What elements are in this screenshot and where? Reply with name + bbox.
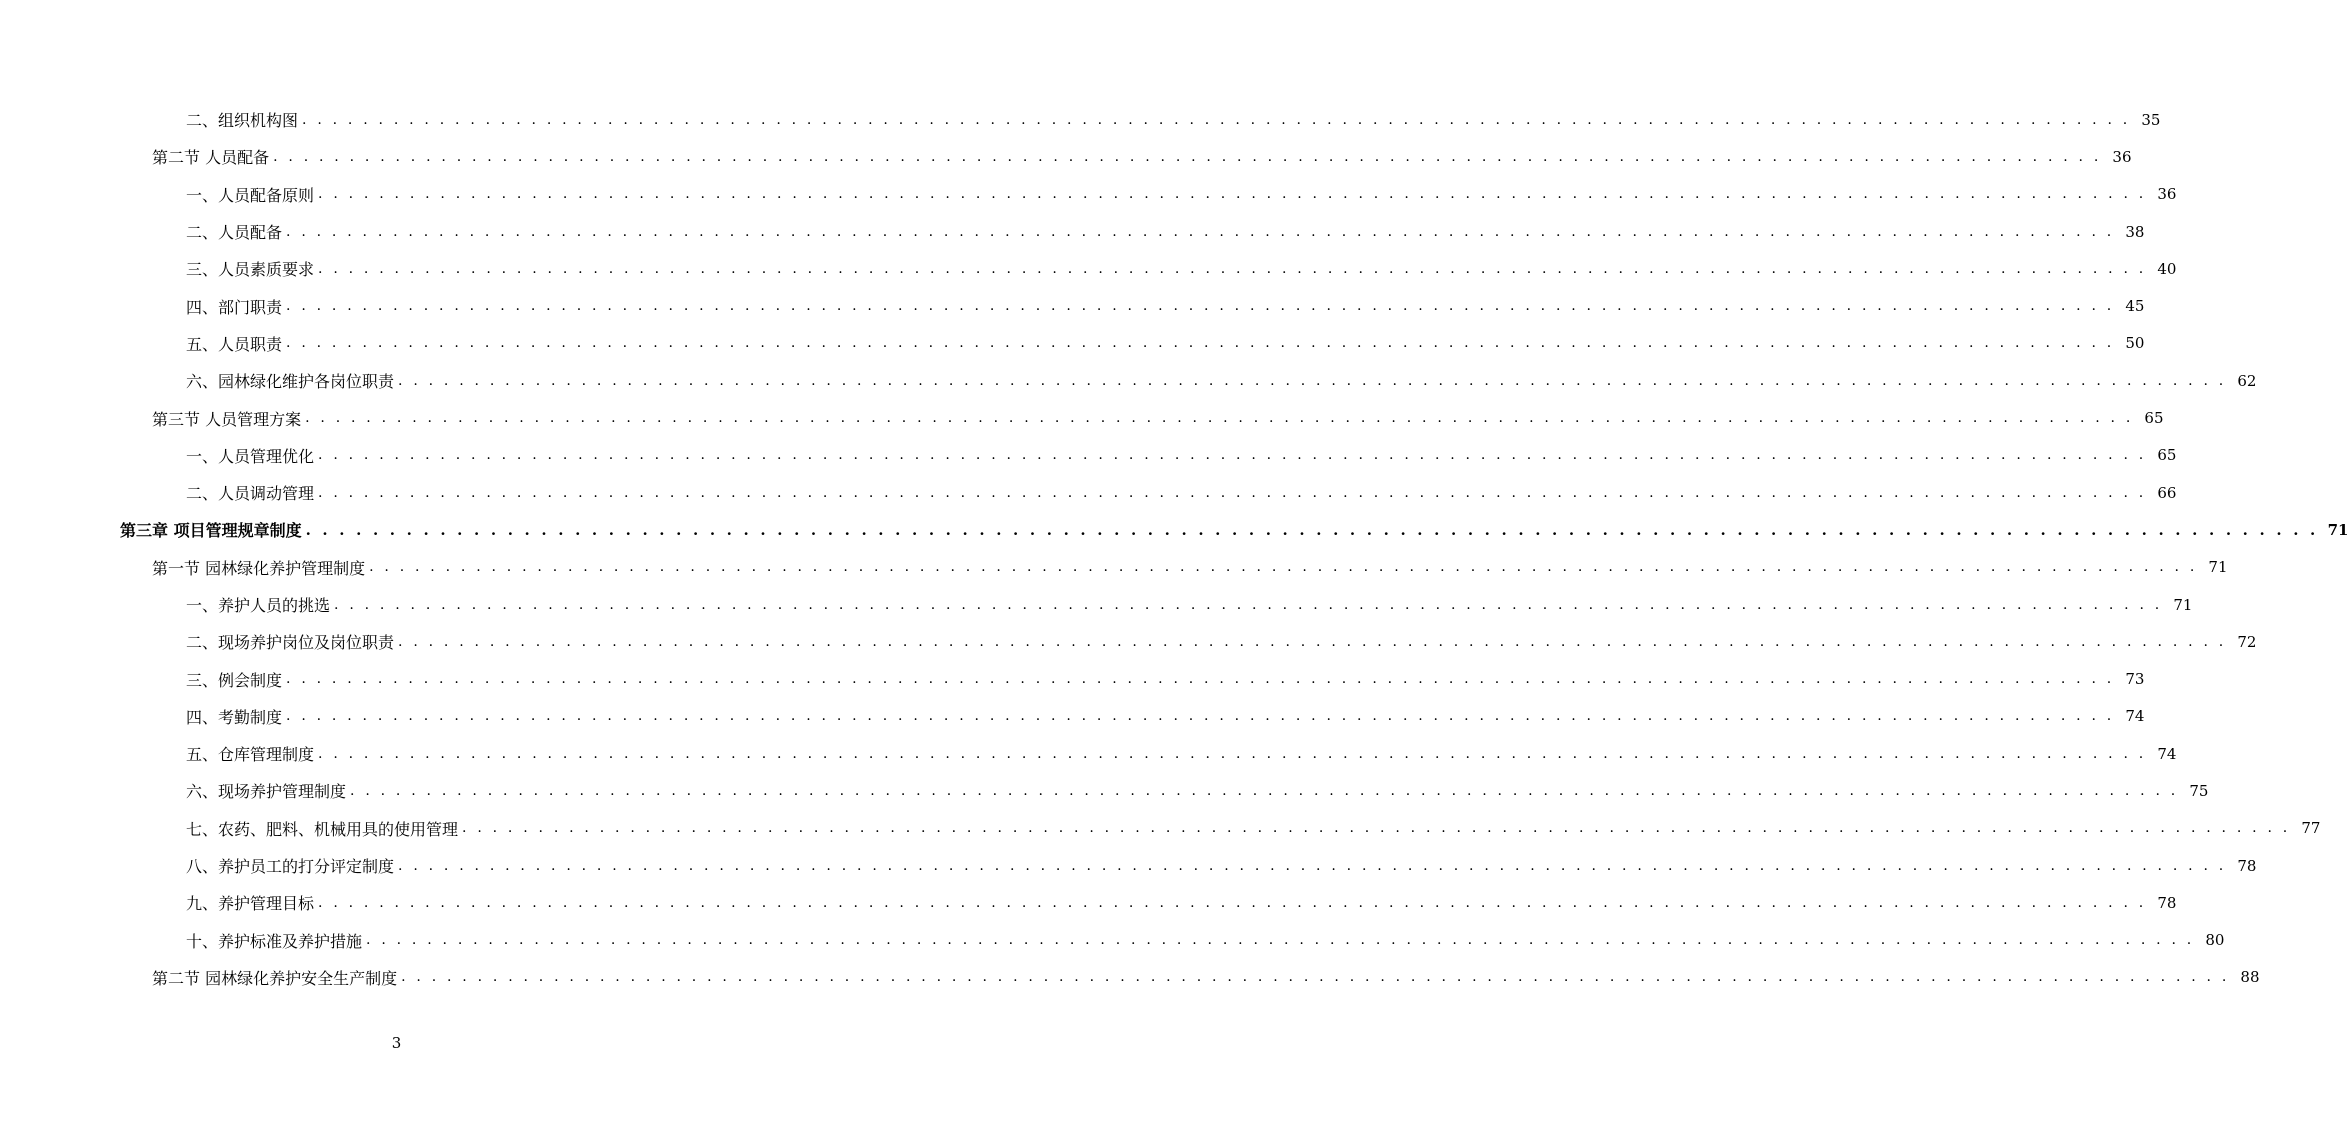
toc-chapter-entry[interactable] [0, 511, 2348, 548]
toc-entry-title: 六、现场养护管理制度 [186, 782, 347, 802]
toc-subsection-entry[interactable] [0, 213, 2145, 250]
toc-entry-title: 四、考勤制度 [186, 707, 283, 727]
toc-entry-page: 38 [2125, 222, 2145, 241]
toc-entry-title: 三、例会制度 [186, 670, 283, 690]
toc-entry-page: 45 [2125, 297, 2145, 316]
toc-dot-leader: . . . . . . . . . . . . . . . . . . . . . . . . . . . . . . . . . . . . . . . . . . . . . . . . . . . . . . . . . . . . . . . . . . . . . . . . . . . . . . . . . . . . . . . . . . . . . . . . . . . . . . . . . . . . . . . . . . . . . . . . [366, 932, 2195, 949]
toc-entry-title: 二、现场养护岗位及岗位职责 [186, 633, 395, 653]
toc-subsection-entry[interactable] [0, 250, 2177, 287]
toc-dot-leader: . . . . . . . . . . . . . . . . . . . . . . . . . . . . . . . . . . . . . . . . . . . . . . . . . . . . . . . . . . . . . . . . . . . . . . . . . . . . . . . . . . . . . . . . . . . . . . . . . . . . . . . . . . . . . . . . . . . . . . . . [286, 708, 2115, 725]
toc-entry-title: 二、人员配备 [186, 223, 283, 243]
toc-dot-leader: . . . . . . . . . . . . . . . . . . . . . . . . . . . . . . . . . . . . . . . . . . . . . . . . . . . . . . . . . . . . . . . . . . . . . . . . . . . . . . . . . . . . . . . . . . . . . . . . . . . . . . . . . . . . . . . . . . . . . . . . [286, 671, 2115, 688]
toc-entry-page: 72 [2237, 632, 2257, 651]
toc-entry-page: 71 [2208, 558, 2228, 577]
table-of-contents [0, 101, 2348, 996]
toc-dot-leader: . . . . . . . . . . . . . . . . . . . . . . . . . . . . . . . . . . . . . . . . . . . . . . . . . . . . . . . . . . . . . . . . . . . . . . . . . . . . . . . . . . . . . . . . . . . . . . . . . . . . . . . . . . . . . . . . . . . . . . . . [286, 298, 2115, 315]
toc-entry-page: 71 [2173, 595, 2193, 614]
toc-entry-title: 四、部门职责 [186, 297, 283, 317]
toc-entry-page: 62 [2237, 371, 2257, 390]
toc-dot-leader: . . . . . . . . . . . . . . . . . . . . . . . . . . . . . . . . . . . . . . . . . . . . . . . . . . . . . . . . . . . . . . . . . . . . . . . . . . . . . . . . . . . . . . . . . . . . . . . . . . . . . . . . . . . . . . . . . . . . . . . . [273, 148, 2102, 165]
toc-entry-page: 75 [2189, 781, 2209, 800]
toc-entry-page: 74 [2125, 707, 2145, 726]
toc-subsection-entry[interactable] [0, 698, 2145, 735]
toc-entry-title: 一、人员配备原则 [186, 185, 315, 205]
toc-entry-title: 一、养护人员的挑选 [186, 596, 331, 615]
toc-entry-page: 73 [2125, 670, 2145, 689]
toc-section-entry[interactable] [0, 399, 2164, 436]
toc-entry-title: 第三章 项目管理规章制度 [120, 521, 302, 541]
toc-entry-page: 78 [2157, 893, 2177, 912]
toc-entry-title: 三、人员素质要求 [186, 260, 315, 280]
toc-section-entry[interactable] [0, 138, 2132, 175]
toc-entry-title: 一、人员管理优化 [186, 446, 315, 466]
toc-entry-page: 50 [2125, 334, 2145, 353]
toc-entry-title: 第二节 人员配备 [152, 148, 270, 168]
toc-section-entry[interactable] [0, 959, 2260, 996]
toc-entry-title: 第一节 园林绿化养护管理制度 [152, 558, 366, 578]
toc-dot-leader: . . . . . . . . . . . . . . . . . . . . . . . . . . . . . . . . . . . . . . . . . . . . . . . . . . . . . . . . . . . . . . . . . . . . . . . . . . . . . . . . . . . . . . . . . . . . . . . . . . . . . . . . . . . . . . . . . . . . . . . . [462, 820, 2291, 837]
toc-dot-leader: . . . . . . . . . . . . . . . . . . . . . . . . . . . . . . . . . . . . . . . . . . . . . . . . . . . . . . . . . . . . . . . . . . . . . . . . . . . . . . . . . . . . . . . . . . . . . . . . . . . . . . . . . . . . . . . . . . . . . . . . [305, 410, 2134, 427]
toc-entry-title: 第二节 园林绿化养护安全生产制度 [152, 968, 398, 988]
toc-entry-page: 65 [2157, 446, 2177, 465]
toc-subsection-entry[interactable] [0, 287, 2145, 324]
toc-subsection-entry[interactable] [0, 362, 2257, 399]
toc-dot-leader: . . . . . . . . . . . . . . . . . . . . . . . . . . . . . . . . . . . . . . . . . . . . . . . . . . . . . . . . . . . . . . . . . . . . . . . . . . . . . . . . . . . . . . . . . . . . . . . . . . . . . . . . . . . . . . . . . . . . . . . . [318, 186, 2147, 203]
toc-subsection-entry[interactable] [0, 772, 2209, 809]
toc-entry-title: 二、组织机构图 [186, 111, 299, 131]
toc-subsection-entry[interactable] [0, 325, 2145, 362]
toc-dot-leader: . . . . . . . . . . . . . . . . . . . . . . . . . . . . . . . . . . . . . . . . . . . . . . . . . . . . . . . . . . . . . . . . . . . . . . . . . . . . . . . . . . . . . . . . . . . . . . . . . . . . . . . . . . . . . . . . . . . . . . . . [286, 335, 2115, 352]
toc-entry-title: 七、农药、肥料、机械用具的使用管理 [186, 819, 459, 839]
toc-dot-leader: . . . . . . . . . . . . . . . . . . . . . . . . . . . . . . . . . . . . . . . . . . . . . . . . . . . . . . . . . . . . . . . . . . . . . . . . . . . . . . . . . . . . . . . . . . . . . . . . . . . . . . . . . . . . . . . . . . . . . . . . [305, 520, 2319, 539]
toc-entry-title: 五、人员职责 [186, 334, 283, 354]
toc-dot-leader: . . . . . . . . . . . . . . . . . . . . . . . . . . . . . . . . . . . . . . . . . . . . . . . . . . . . . . . . . . . . . . . . . . . . . . . . . . . . . . . . . . . . . . . . . . . . . . . . . . . . . . . . . . . . . . . . . . . . . . . . [318, 260, 2147, 277]
toc-subsection-entry[interactable] [0, 735, 2177, 772]
toc-entry-page: 65 [2144, 409, 2164, 428]
toc-entry-page: 40 [2157, 259, 2177, 278]
toc-entry-page: 77 [2301, 819, 2321, 838]
toc-dot-leader: . . . . . . . . . . . . . . . . . . . . . . . . . . . . . . . . . . . . . . . . . . . . . . . . . . . . . . . . . . . . . . . . . . . . . . . . . . . . . . . . . . . . . . . . . . . . . . . . . . . . . . . . . . . . . . . . . . . . . . . . [318, 484, 2147, 501]
toc-subsection-entry[interactable] [0, 437, 2177, 474]
toc-entry-title: 九、养护管理目标 [186, 894, 315, 914]
toc-entry-title: 二、人员调动管理 [186, 484, 315, 504]
toc-dot-leader: . . . . . . . . . . . . . . . . . . . . . . . . . . . . . . . . . . . . . . . . . . . . . . . . . . . . . . . . . . . . . . . . . . . . . . . . . . . . . . . . . . . . . . . . . . . . . . . . . . . . . . . . . . . . . . . . . . . . . . . . [369, 559, 2198, 576]
toc-entry-title: 八、养护员工的打分评定制度 [186, 857, 395, 877]
toc-entry-page: 36 [2157, 185, 2177, 204]
toc-dot-leader: . . . . . . . . . . . . . . . . . . . . . . . . . . . . . . . . . . . . . . . . . . . . . . . . . . . . . . . . . . . . . . . . . . . . . . . . . . . . . . . . . . . . . . . . . . . . . . . . . . . . . . . . . . . . . . . . . . . . . . . . [401, 969, 2230, 986]
toc-dot-leader: . . . . . . . . . . . . . . . . . . . . . . . . . . . . . . . . . . . . . . . . . . . . . . . . . . . . . . . . . . . . . . . . . . . . . . . . . . . . . . . . . . . . . . . . . . . . . . . . . . . . . . . . . . . . . . . . . . . . . . . . [398, 633, 2227, 650]
toc-entry-page: 74 [2157, 744, 2177, 763]
toc-entry-page: 78 [2237, 856, 2257, 875]
toc-dot-leader: . . . . . . . . . . . . . . . . . . . . . . . . . . . . . . . . . . . . . . . . . . . . . . . . . . . . . . . . . . . . . . . . . . . . . . . . . . . . . . . . . . . . . . . . . . . . . . . . . . . . . . . . . . . . . . . . . . . . . . . . [302, 111, 2131, 128]
toc-dot-leader: . . . . . . . . . . . . . . . . . . . . . . . . . . . . . . . . . . . . . . . . . . . . . . . . . . . . . . . . . . . . . . . . . . . . . . . . . . . . . . . . . . . . . . . . . . . . . . . . . . . . . . . . . . . . . . . . . . . . . . . . [350, 782, 2179, 799]
toc-dot-leader: . . . . . . . . . . . . . . . . . . . . . . . . . . . . . . . . . . . . . . . . . . . . . . . . . . . . . . . . . . . . . . . . . . . . . . . . . . . . . . . . . . . . . . . . . . . . . . . . . . . . . . . . . . . . . . . . . . . . . . . . [398, 857, 2227, 874]
toc-subsection-entry[interactable] [0, 586, 2193, 623]
toc-entry-page: 80 [2205, 931, 2225, 950]
toc-dot-leader: . . . . . . . . . . . . . . . . . . . . . . . . . . . . . . . . . . . . . . . . . . . . . . . . . . . . . . . . . . . . . . . . . . . . . . . . . . . . . . . . . . . . . . . . . . . . . . . . . . . . . . . . . . . . . . . . . . . . . . . . [398, 372, 2227, 389]
toc-dot-leader: . . . . . . . . . . . . . . . . . . . . . . . . . . . . . . . . . . . . . . . . . . . . . . . . . . . . . . . . . . . . . . . . . . . . . . . . . . . . . . . . . . . . . . . . . . . . . . . . . . . . . . . . . . . . . . . . . . . . . . . . [318, 447, 2147, 464]
toc-entry-page: 35 [2141, 110, 2161, 129]
toc-subsection-entry[interactable] [0, 474, 2177, 511]
toc-subsection-entry[interactable] [0, 623, 2257, 660]
toc-dot-leader: . . . . . . . . . . . . . . . . . . . . . . . . . . . . . . . . . . . . . . . . . . . . . . . . . . . . . . . . . . . . . . . . . . . . . . . . . . . . . . . . . . . . . . . . . . . . . . . . . . . . . . . . . . . . . . . . . . . . . . . . [318, 745, 2147, 762]
toc-dot-leader: . . . . . . . . . . . . . . . . . . . . . . . . . . . . . . . . . . . . . . . . . . . . . . . . . . . . . . . . . . . . . . . . . . . . . . . . . . . . . . . . . . . . . . . . . . . . . . . . . . . . . . . . . . . . . . . . . . . . . . . . [318, 894, 2147, 911]
toc-entry-title: 五、仓库管理制度 [186, 745, 315, 765]
toc-subsection-entry[interactable] [0, 810, 2321, 847]
toc-entry-title: 六、园林绿化维护各岗位职责 [186, 372, 395, 392]
page-number: 3 [391, 1034, 402, 1052]
toc-entry-page: 88 [2240, 968, 2260, 987]
toc-section-entry[interactable] [0, 549, 2228, 586]
toc-dot-leader: . . . . . . . . . . . . . . . . . . . . . . . . . . . . . . . . . . . . . . . . . . . . . . . . . . . . . . . . . . . . . . . . . . . . . . . . . . . . . . . . . . . . . . . . . . . . . . . . . . . . . . . . . . . . . . . . . . . . . . . . [334, 596, 2163, 613]
toc-entry-page: 71 [2327, 520, 2348, 539]
toc-subsection-entry[interactable] [0, 884, 2177, 921]
toc-subsection-entry[interactable] [0, 660, 2145, 697]
toc-entry-page: 36 [2112, 147, 2132, 166]
toc-entry-title: 第三节 人员管理方案 [152, 409, 302, 429]
toc-subsection-entry[interactable] [0, 847, 2257, 884]
toc-subsection-entry[interactable] [0, 176, 2177, 213]
toc-subsection-entry[interactable] [0, 922, 2225, 959]
toc-dot-leader: . . . . . . . . . . . . . . . . . . . . . . . . . . . . . . . . . . . . . . . . . . . . . . . . . . . . . . . . . . . . . . . . . . . . . . . . . . . . . . . . . . . . . . . . . . . . . . . . . . . . . . . . . . . . . . . . . . . . . . . . [286, 223, 2115, 240]
toc-entry-title: 十、养护标准及养护措施 [186, 931, 363, 951]
toc-entry-page: 66 [2157, 483, 2177, 502]
toc-subsection-entry[interactable] [0, 101, 2161, 138]
